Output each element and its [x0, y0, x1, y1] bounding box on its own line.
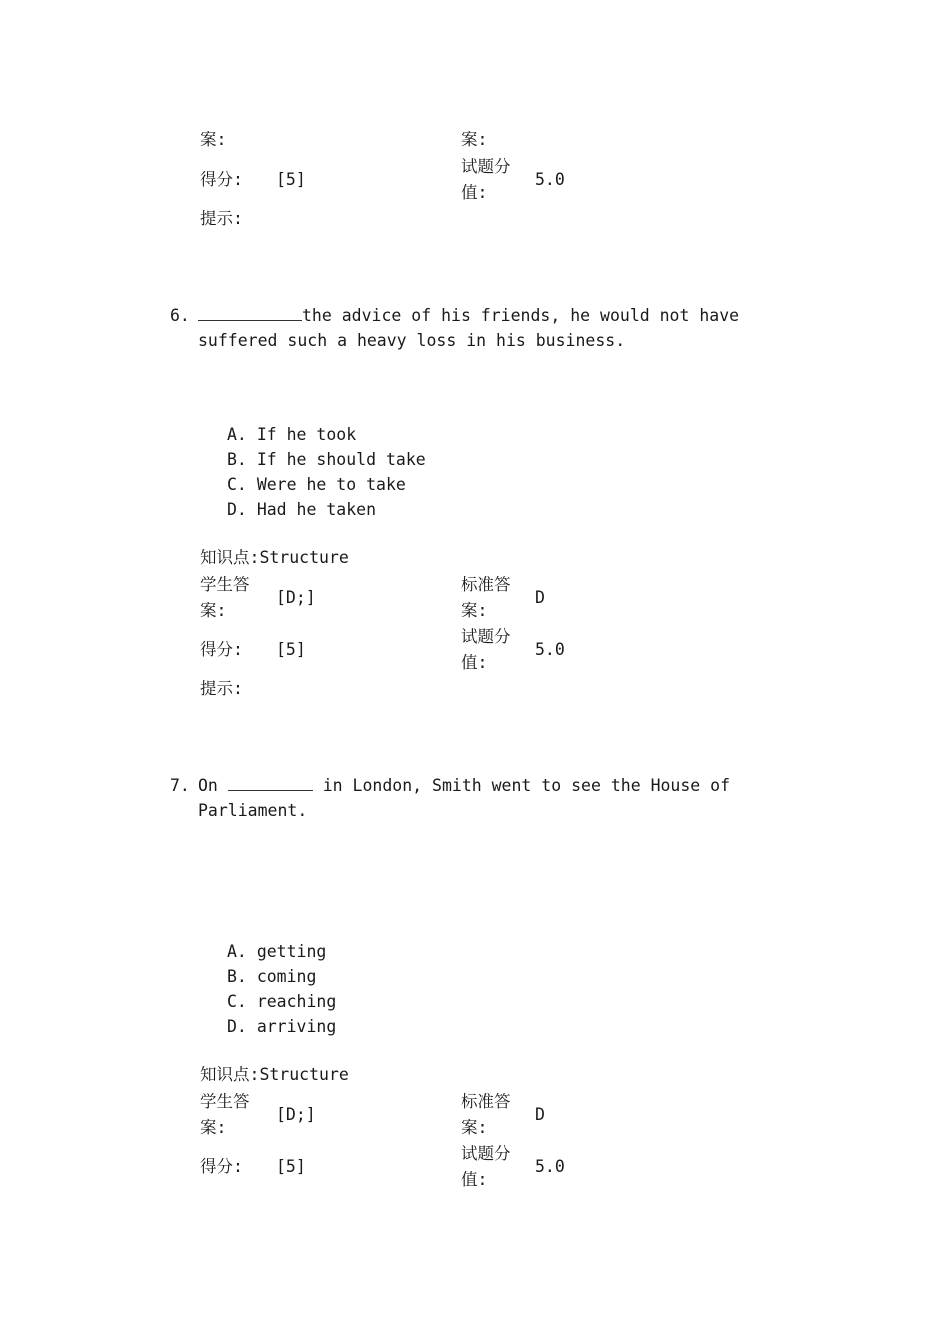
question-stem-line2: suffered such a heavy loss in his business. [198, 331, 626, 350]
point-value-label-line1: 试题分 [461, 1144, 511, 1163]
option-text: coming [256, 967, 317, 986]
option-letter: C. [227, 992, 247, 1011]
stem-text-before-blank: On [198, 776, 218, 795]
student-answer-label-tail: 案: [200, 130, 227, 149]
question-stem-line1 [198, 303, 739, 328]
question-number: 7. [170, 776, 190, 795]
option-a[interactable] [227, 939, 326, 964]
option-text: Had he taken [256, 500, 377, 519]
student-answer-label-line1: 学生答 [200, 575, 250, 594]
student-answer-label-line1: 学生答 [200, 1092, 250, 1111]
standard-answer-value: D [535, 588, 545, 607]
option-c[interactable] [227, 989, 336, 1014]
option-letter: B. [227, 967, 247, 986]
student-answer-value: [D;] [276, 588, 316, 607]
question-stem-line1 [198, 773, 730, 798]
option-b[interactable] [227, 964, 316, 989]
option-c[interactable] [227, 472, 406, 497]
standard-answer-label-line2: 案: [461, 1118, 488, 1137]
knowledge-label: 知识点: [200, 1065, 260, 1084]
option-letter: D. [227, 1017, 247, 1036]
question-stem-line2: Parliament. [198, 801, 308, 820]
knowledge-label: 知识点: [200, 548, 260, 567]
hint-label: 提示: [200, 679, 243, 698]
stem-text-after-blank: in London, Smith went to see the House of [322, 776, 731, 795]
option-letter: B. [227, 450, 247, 469]
stem-text-after-blank: the advice of his friends, he would not have [302, 306, 740, 325]
knowledge-point [200, 545, 349, 570]
option-text: Were he to take [256, 475, 406, 494]
point-value: 5.0 [535, 640, 565, 659]
hint-label: 提示: [200, 209, 243, 228]
option-text: reaching [256, 992, 337, 1011]
point-value-label-line1: 试题分 [461, 627, 511, 646]
option-text: arriving [256, 1017, 337, 1036]
knowledge-point [200, 1062, 349, 1087]
option-a[interactable] [227, 422, 356, 447]
option-b[interactable] [227, 447, 426, 472]
standard-answer-label-line1: 标准答 [461, 1092, 511, 1111]
standard-answer-value: D [535, 1105, 545, 1124]
option-letter: C. [227, 475, 247, 494]
option-letter: A. [227, 425, 247, 444]
point-value-label-line1: 试题分 [461, 157, 511, 176]
option-text: If he took [256, 425, 357, 444]
score-label: 得分: [200, 170, 243, 189]
point-value: 5.0 [535, 170, 565, 189]
student-answer-label-line2: 案: [200, 601, 227, 620]
option-letter: A. [227, 942, 247, 961]
score-value: [5] [276, 1157, 306, 1176]
option-d[interactable] [227, 497, 376, 522]
standard-answer-label-line2: 案: [461, 601, 488, 620]
standard-answer-label-tail: 案: [461, 130, 488, 149]
knowledge-value: Structure [259, 1065, 349, 1084]
point-value-label-line2: 值: [461, 653, 488, 672]
option-text: If he should take [256, 450, 426, 469]
student-answer-label-line2: 案: [200, 1118, 227, 1137]
score-label: 得分: [200, 1157, 243, 1176]
option-d[interactable] [227, 1014, 336, 1039]
question-number: 6. [170, 306, 190, 325]
answer-blank [198, 304, 302, 321]
point-value: 5.0 [535, 1157, 565, 1176]
point-value-label-line2: 值: [461, 183, 488, 202]
knowledge-value: Structure [259, 548, 349, 567]
standard-answer-label-line1: 标准答 [461, 575, 511, 594]
option-text: getting [256, 942, 327, 961]
score-value: [5] [276, 170, 306, 189]
score-label: 得分: [200, 640, 243, 659]
answer-blank [228, 774, 313, 791]
student-answer-value: [D;] [276, 1105, 316, 1124]
option-letter: D. [227, 500, 247, 519]
score-value: [5] [276, 640, 306, 659]
point-value-label-line2: 值: [461, 1170, 488, 1189]
